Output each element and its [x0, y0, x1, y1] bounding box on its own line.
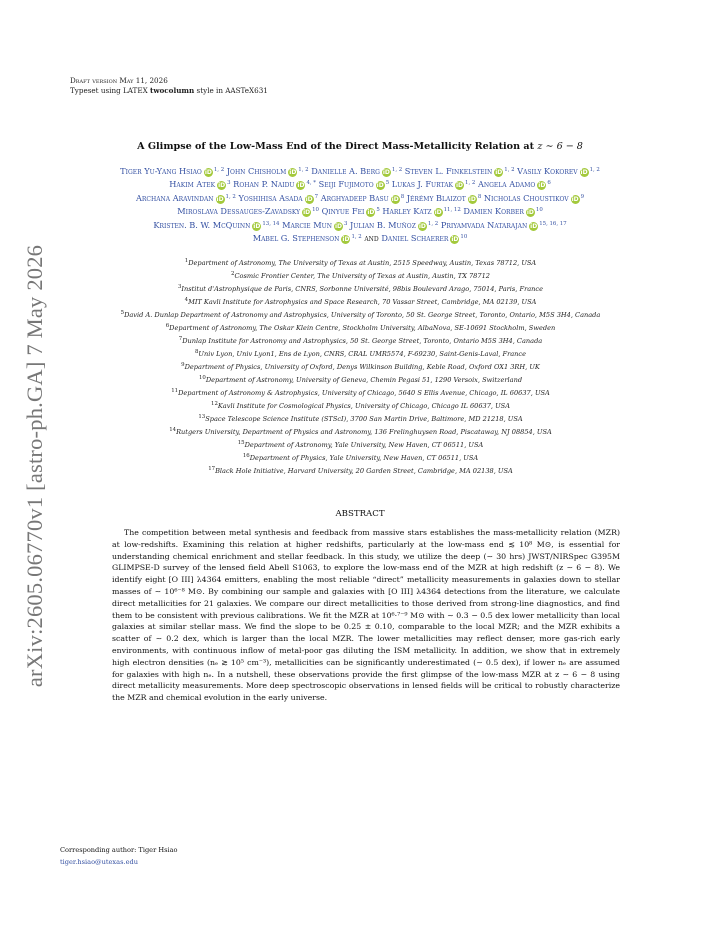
author-name[interactable]: Angela Adamo iD $^6$	[477, 179, 551, 190]
orcid-icon[interactable]: iD	[305, 195, 313, 203]
orcid-icon[interactable]: iD	[418, 222, 426, 230]
affiliation-marker: 9	[580, 193, 585, 200]
affiliation-marker: 15, 16, 17	[539, 220, 567, 227]
author-name[interactable]: Archana Aravindan iD $^{1, 2}$	[135, 192, 236, 203]
affiliation-marker: 10	[460, 234, 468, 241]
affiliation: $^4$MIT Kavli Institute for Astrophysics and Space Research, 70 Vassar Street, Cambridge, MA 02139, USA	[184, 297, 537, 306]
affiliation: $^3$Institut d'Astrophysique de Paris, CNRS, Sorbonne Université, 98bis Boulevard Arago, 75014, Paris, France	[177, 284, 543, 293]
arxiv-id: arXiv:2605.06770v1 [astro-ph.GA] 7 May 2026	[22, 244, 47, 688]
affiliation-marker: 1, 2	[427, 220, 439, 227]
author-name[interactable]: Vasily Kokorev iD $^{1, 2}$	[517, 166, 600, 176]
orcid-icon[interactable]: iD	[495, 169, 503, 176]
affiliation: $^{14}$Rutgers University, Department of Physics and Astronomy, 136 Frelinghuysen Road, Piscataway, NJ 08854, USA	[169, 427, 552, 436]
author-name[interactable]: Mabel G. Stephenson iD $^{1, 2}$	[252, 233, 362, 244]
affiliation-marker: 3	[343, 220, 348, 227]
author-name[interactable]: Daniel Schaerer iD $^{10}$	[381, 233, 468, 244]
authors-and: and	[364, 233, 379, 244]
affiliation-marker: 6	[547, 180, 551, 187]
affiliation: $^{10}$Department of Astronomy, University of Geneva, Chemin Pegasi 51, 1290 Versoix, Switzerland	[198, 375, 523, 384]
orcid-icon[interactable]: iD	[526, 209, 534, 217]
orcid-icon[interactable]: iD	[342, 236, 350, 244]
affiliation: $^{11}$Department of Astronomy & Astrophysics, University of Chicago, 5640 S Ellis Avenue, Chicago, IL 60637, USA	[171, 388, 550, 397]
author-name[interactable]: Seiji Fujimoto iD $^5$	[318, 179, 390, 190]
latex-logo: LATEX	[122, 86, 148, 95]
affiliation: $^8$Univ Lyon, Univ Lyon1, Ens de Lyon, CNRS, CRAL UMR5574, F-69230, Saint-Genis-Laval, France	[194, 349, 527, 358]
orcid-icon[interactable]: iD	[468, 195, 476, 203]
author-name[interactable]: John Chisholm iD $^{1, 2}$	[226, 166, 309, 176]
affiliation: $^6$Department of Astronomy, The Oskar Klein Centre, Stockholm University, AlbaNova, SE-10691 Stockholm, Sweden	[165, 323, 556, 332]
author-name[interactable]: Rohan P. Naidu iD $^{4, *}$	[233, 179, 317, 190]
affiliation-marker: 1, 2	[225, 193, 236, 200]
footer-notes	[60, 844, 177, 868]
orcid-icon[interactable]: iD	[538, 182, 546, 190]
orcid-icon[interactable]: iD	[376, 182, 384, 190]
author-name[interactable]: Damien Korber iD $^{10}$	[463, 206, 543, 217]
affiliation: $^{13}$Space Telescope Science Institute (STScI), 3700 San Martin Drive, Baltimore, MD 21218, USA	[198, 414, 523, 423]
affiliation-marker: 5	[376, 207, 380, 214]
author-name[interactable]: Julian B. Muñoz iD $^{1, 2}$	[350, 219, 439, 230]
orcid-icon[interactable]: iD	[297, 182, 305, 190]
author-name[interactable]: Marcie Mun iD $^3$	[282, 219, 348, 230]
affiliation-marker: 1, 2	[589, 167, 600, 173]
orcid-icon[interactable]: iD	[382, 169, 390, 176]
author-name[interactable]: Arghyadeep Basu iD $^8$	[320, 192, 405, 203]
author-name[interactable]: Nicholas Choustikov iD $^9$	[483, 192, 585, 203]
affiliation-marker: 8	[400, 193, 405, 200]
affiliation: $^{16}$Department of Physics, Yale University, New Haven, CT 06511, USA	[242, 453, 479, 462]
orcid-icon[interactable]: iD	[303, 209, 311, 217]
author-email-link[interactable]: tiger.hsiao@utexas.edu	[60, 858, 138, 866]
author-name[interactable]: Priyamvada Natarajan iD $^{15, 16, 17}$	[440, 219, 567, 230]
orcid-icon[interactable]: iD	[253, 222, 261, 230]
affiliation-marker: 13, 14	[262, 220, 280, 227]
author-list	[58, 164, 662, 244]
orcid-icon[interactable]: iD	[204, 169, 212, 176]
affiliation-marker: 1, 2	[213, 167, 225, 173]
orcid-icon[interactable]: iD	[571, 195, 579, 203]
affiliation-marker: 1, 2	[465, 180, 476, 187]
orcid-icon[interactable]: iD	[391, 195, 399, 203]
arxiv-sidebar	[0, 0, 52, 932]
author-name[interactable]: Lukas J. Furtak iD $^{1, 2}$	[391, 179, 476, 190]
orcid-icon[interactable]: iD	[580, 169, 588, 176]
author-name[interactable]: Tiger Yu-Yang Hsiao iD $^{1, 2}$	[120, 166, 225, 176]
author-name[interactable]: Steven L. Finkelstein iD $^{1, 2}$	[404, 166, 515, 176]
author-name[interactable]: Danielle A. Berg iD $^{1, 2}$	[311, 166, 403, 176]
orcid-icon[interactable]: iD	[367, 209, 375, 217]
orcid-icon[interactable]: iD	[434, 209, 442, 217]
orcid-icon[interactable]: iD	[289, 169, 297, 176]
affiliation-marker: 1, 2	[351, 234, 362, 241]
affiliation: $^{17}$Black Hole Initiative, Harvard University, 20 Garden Street, Cambridge, MA 02138, USA	[208, 466, 513, 475]
author-name[interactable]: Hakim Atek iD $^3$	[169, 179, 231, 190]
affiliation: $^{12}$Kavli Institute for Cosmological Physics, University of Chicago, Chicago IL 60637, USA	[211, 401, 510, 410]
author-name[interactable]: Miroslava Dessauges-Zavadsky iD $^{10}$	[177, 206, 319, 217]
affiliation-marker: 7	[314, 193, 319, 200]
affiliation-list	[56, 256, 664, 477]
affiliation: $^7$Dunlap Institute for Astronomy and Astrophysics, 50 St. George Street, Toronto, Ontario M5S 3H4, Canada	[178, 336, 543, 345]
orcid-icon[interactable]: iD	[218, 182, 226, 190]
affiliation: $^{15}$Department of Astronomy, Yale University, New Haven, CT 06511, USA	[237, 440, 484, 449]
draft-line: Draft version May 11, 2026	[70, 76, 168, 85]
affiliation-marker: 3	[227, 180, 231, 187]
draft-header	[70, 76, 268, 96]
affiliation-marker: 1, 2	[504, 167, 515, 173]
abstract-heading: ABSTRACT	[335, 509, 385, 519]
affiliation-marker: 1, 2	[298, 167, 309, 173]
affiliation-marker: 5	[385, 180, 390, 187]
author-name[interactable]: Jérémy Blaizot iD $^8$	[406, 192, 482, 203]
orcid-icon[interactable]: iD	[456, 182, 464, 190]
author-name[interactable]: Kristen. B. W. McQuinn iD $^{13, 14}$	[153, 219, 280, 230]
typeset-line: Typeset using LATEX twocolumn style in AASTeX631	[70, 86, 268, 95]
affiliation-marker: 8	[477, 193, 482, 200]
orcid-icon[interactable]: iD	[216, 195, 224, 203]
corresponding-author: Corresponding author: Tiger Hsiao	[60, 846, 178, 854]
affiliation-marker: 10	[312, 207, 319, 214]
abstract-text: The competition between metal synthesis and feedback from massive stars establishes the mass-metallicity relation (MZR) at low-redshifts. Examining this relation at higher redshifts, particularly at the low-mass end ≲ 10⁸ M⊙, is essential for understanding chemical enrichment and stellar feedback. In this study, we utilize the deep (∼ 30 hrs) JWST/NIRSpec G395M GLIMPSE-D survey of the lensed field Abell S1063, to explore the low-mass end of the MZR at high redshift (z ∼ 6 − 8). We identify eight [O III] λ4364 emitters, enabling the most reliable “direct” metallicity measurements in galaxies down to stellar masses of ∼ 10⁶⁻⁸ M⊙. By combining our sample and galaxies with [O III] λ4364 detections from the literature, we calculate direct metallicities for 21 galaxies. We compare our direct metallicities to those derived from strong-line diagnostics, and find them to be consistent with previous calibrations. We fit the MZR at 10⁶·⁷⁻⁹ M⊙ with ∼ 0.3 − 0.5 dex lower metallicity than local galaxies at similar stellar mass. We find the slope to be 0.25 ± 0.10, comparable to the local MZR; and the MZR exhibits a scatter of ∼ 0.2 dex, which is larger than the local MZR. The lower metallicities may reflect denser, more gas-rich early environments, with continuous inflow of metal-poor gas diluting the ISM metallicity. In addition, we show that in extremely high electron densities (nₑ ≳ 10⁵ cm⁻³), metallicities can be significantly underestimated (∼ 0.5 dex), if lower nₑ are assumed for galaxies with high nₑ. In a nutshell, these observations provide the first glimpse of the low-mass MZR at z ∼ 6 − 8 using direct metallicity measurements. More deep spectroscopic observations in lensed fields will be critical to robustly characterize the MZR and chemical evolution in the early universe.	[112, 528, 620, 703]
affiliation-marker: 10	[535, 207, 543, 214]
affiliation-marker: 4, *	[306, 180, 317, 187]
title-redshift: z ∼ 6 − 8	[537, 141, 583, 152]
author-name[interactable]: Qinyue Fei iD $^5$	[321, 206, 380, 217]
affiliation-marker: 1, 2	[391, 167, 403, 173]
affiliation: $^1$Department of Astronomy, The University of Texas at Austin, 2515 Speedway, Austin, Texas 78712, USA	[184, 258, 537, 267]
orcid-icon[interactable]: iD	[334, 222, 342, 230]
author-name[interactable]: Yoshihisa Asada iD $^7$	[238, 192, 319, 203]
affiliation: $^2$Cosmic Frontier Center, The University of Texas at Austin, Austin, TX 78712	[231, 271, 490, 280]
author-name[interactable]: Harley Katz iD $^{11, 12}$	[382, 206, 461, 217]
orcid-icon[interactable]: iD	[530, 222, 538, 230]
paper-title: A Glimpse of the Low-Mass End of the Direct Mass-Metallicity Relation at z ∼ 6 − 8	[137, 141, 583, 152]
affiliation: $^9$Department of Physics, University of Oxford, Denys Wilkinson Building, Keble Road, Oxford OX1 3RH, UK	[181, 362, 540, 371]
affiliation-marker: 11, 12	[443, 207, 461, 214]
orcid-icon[interactable]: iD	[451, 236, 459, 244]
affiliation: $^5$David A. Dunlap Department of Astronomy and Astrophysics, University of Toronto, 50 St. George Street, Toronto, Ontario, M5S 3H4, Canada	[120, 310, 601, 319]
